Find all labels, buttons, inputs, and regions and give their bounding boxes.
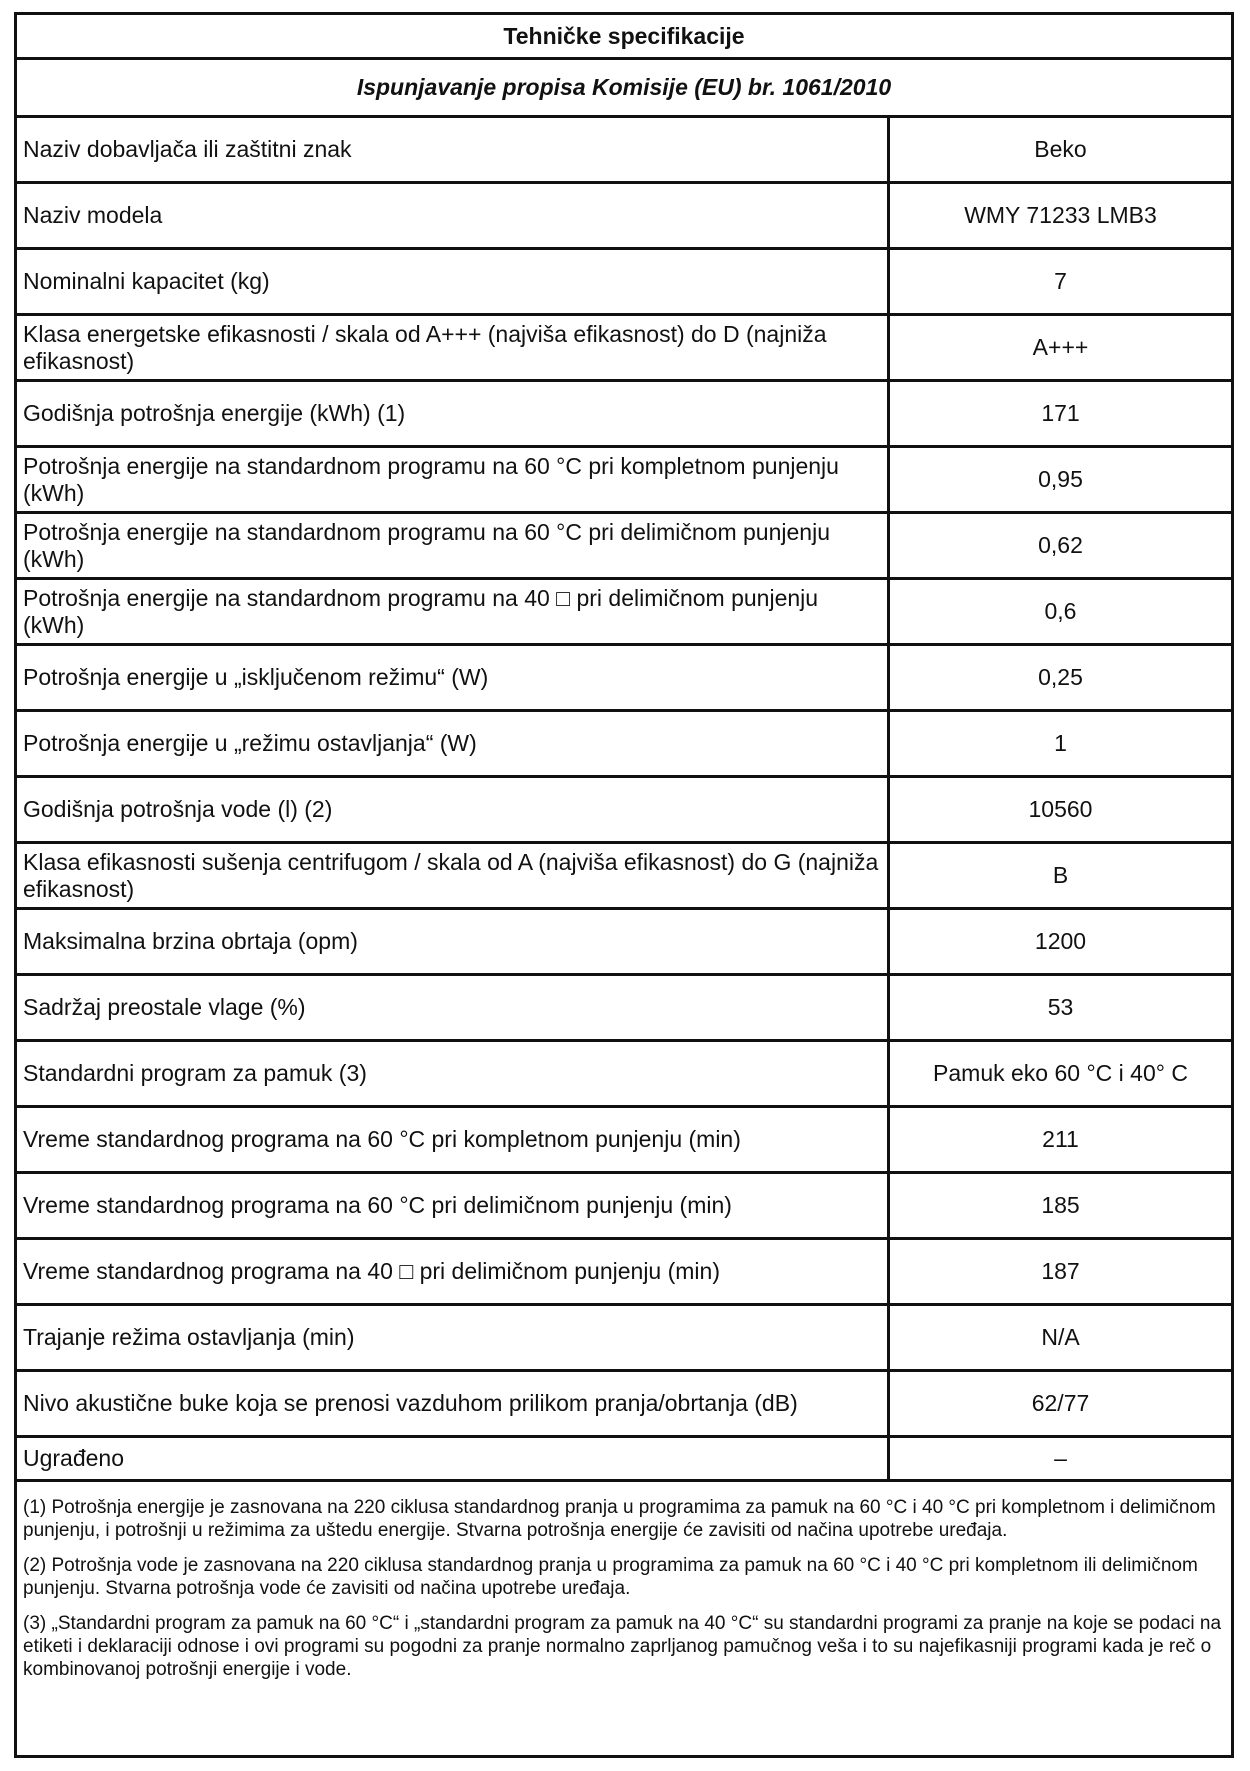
- row-label: Ugrađeno: [17, 1438, 890, 1479]
- row-label: Godišnja potrošnja vode (l) (2): [17, 778, 890, 841]
- row-value: 171: [1041, 400, 1080, 426]
- table-row: [17, 580, 1231, 646]
- row-label: Klasa energetske efikasnosti / skala od A+++ (najviša efikasnost) do D (najniža efikasnost): [17, 316, 890, 379]
- row-value: N/A: [1041, 1324, 1080, 1350]
- table-row: [17, 976, 1231, 1042]
- table-row: [17, 514, 1231, 580]
- row-label: Potrošnja energije na standardnom programu na 40 □ pri delimičnom punjenju (kWh): [17, 580, 890, 643]
- footnote-1: (1) Potrošnja energije je zasnovana na 220 ciklusa standardnog pranja u programima za pamuk na 60 °C i 40 °C pri kompletnom i delimičnom punjenju, i potrošnji u režimima za uštedu energije. Stvarna potrošnja energije će zavisiti od načina upotrebe uređaja.: [23, 1497, 1216, 1541]
- row-label: Sadržaj preostale vlage (%): [17, 976, 890, 1039]
- row-label: Vreme standardnog programa na 60 °C pri kompletnom punjenju (min): [17, 1108, 890, 1171]
- row-label: Potrošnja energije u „režimu ostavljanja“ (W): [17, 712, 890, 775]
- row-label: Naziv dobavljača ili zaštitni znak: [17, 118, 890, 181]
- row-value: 0,6: [1044, 598, 1077, 624]
- row-value: 7: [1054, 268, 1067, 294]
- row-value: 0,62: [1038, 532, 1083, 558]
- table-subtitle: Ispunjavanje propisa Komisije (EU) br. 1061/2010: [17, 60, 1231, 118]
- table-row: [17, 448, 1231, 514]
- table-row: [17, 1438, 1231, 1482]
- table-title: Tehničke specifikacije: [17, 15, 1231, 60]
- row-value: 187: [1041, 1258, 1080, 1284]
- row-value: 53: [1047, 994, 1074, 1020]
- table-row: [17, 1042, 1231, 1108]
- table-row: [17, 910, 1231, 976]
- row-label: Naziv modela: [17, 184, 890, 247]
- spec-sheet: [14, 12, 1234, 1758]
- row-value: Beko: [1034, 136, 1087, 162]
- table-row: [17, 1240, 1231, 1306]
- table-row: [17, 1108, 1231, 1174]
- table-row: [17, 184, 1231, 250]
- row-value: 10560: [1028, 796, 1093, 822]
- row-label: Godišnja potrošnja energije (kWh) (1): [17, 382, 890, 445]
- row-label: Vreme standardnog programa na 40 □ pri delimičnom punjenju (min): [17, 1240, 890, 1303]
- row-value: 1200: [1034, 928, 1087, 954]
- row-label: Nivo akustične buke koja se prenosi vazduhom prilikom pranja/obrtanja (dB): [17, 1372, 890, 1435]
- table-row: [17, 844, 1231, 910]
- table-row: [17, 1306, 1231, 1372]
- row-value: 0,25: [1038, 664, 1083, 690]
- row-value: 1: [1054, 730, 1067, 756]
- row-label: Potrošnja energije na standardnom programu na 60 °C pri kompletnom punjenju (kWh): [17, 448, 890, 511]
- row-label: Vreme standardnog programa na 60 °C pri delimičnom punjenju (min): [17, 1174, 890, 1237]
- footnote-2: (2) Potrošnja vode je zasnovana na 220 ciklusa standardnog pranja u programima za pamuk na 60 °C i 40 °C pri kompletnom ili delimičnom punjenju. Stvarna potrošnja vode će zavisiti od načina upotrebe uređaja.: [23, 1555, 1198, 1599]
- row-value: 0,95: [1038, 466, 1083, 492]
- row-label: Nominalni kapacitet (kg): [17, 250, 890, 313]
- table-row: [17, 382, 1231, 448]
- table-row: [17, 778, 1231, 844]
- table-row: [17, 250, 1231, 316]
- table-row: [17, 316, 1231, 382]
- row-label: Trajanje režima ostavljanja (min): [17, 1306, 890, 1369]
- row-value: –: [1054, 1445, 1067, 1471]
- footnote-3: (3) „Standardni program za pamuk na 60 °C“ i „standardni program za pamuk na 40 °C“ su standardni programi za pranje na koje se podaci na etiketi i deklaraciji odnose i ovi programi su pogodni za pranje normalno zaprljanog pamučnog veša i to su najefikasniji programi kada je reč o kombinovanoj potrošnji energije i vode.: [23, 1613, 1222, 1680]
- row-value: 211: [1042, 1126, 1079, 1152]
- table-row: [17, 712, 1231, 778]
- row-label: Standardni program za pamuk (3): [17, 1042, 890, 1105]
- row-value: 62/77: [1031, 1390, 1090, 1416]
- row-value: B: [1052, 862, 1069, 888]
- table-row: [17, 646, 1231, 712]
- table-row: [17, 118, 1231, 184]
- row-value: Pamuk eko 60 °C i 40° C: [933, 1060, 1188, 1086]
- row-label: Potrošnja energije na standardnom programu na 60 °C pri delimičnom punjenju (kWh): [17, 514, 890, 577]
- row-label: Maksimalna brzina obrtaja (opm): [17, 910, 890, 973]
- row-label: Klasa efikasnosti sušenja centrifugom / skala od A (najviša efikasnost) do G (najniža efikasnost): [17, 844, 890, 907]
- table-row: [17, 1372, 1231, 1438]
- row-value: WMY 71233 LMB3: [964, 202, 1157, 228]
- table-row: [17, 1174, 1231, 1240]
- footnotes: [17, 1482, 1231, 1755]
- row-label: Potrošnja energije u „isključenom režimu“ (W): [17, 646, 890, 709]
- row-value: A+++: [1032, 334, 1089, 360]
- row-value: 185: [1041, 1192, 1080, 1218]
